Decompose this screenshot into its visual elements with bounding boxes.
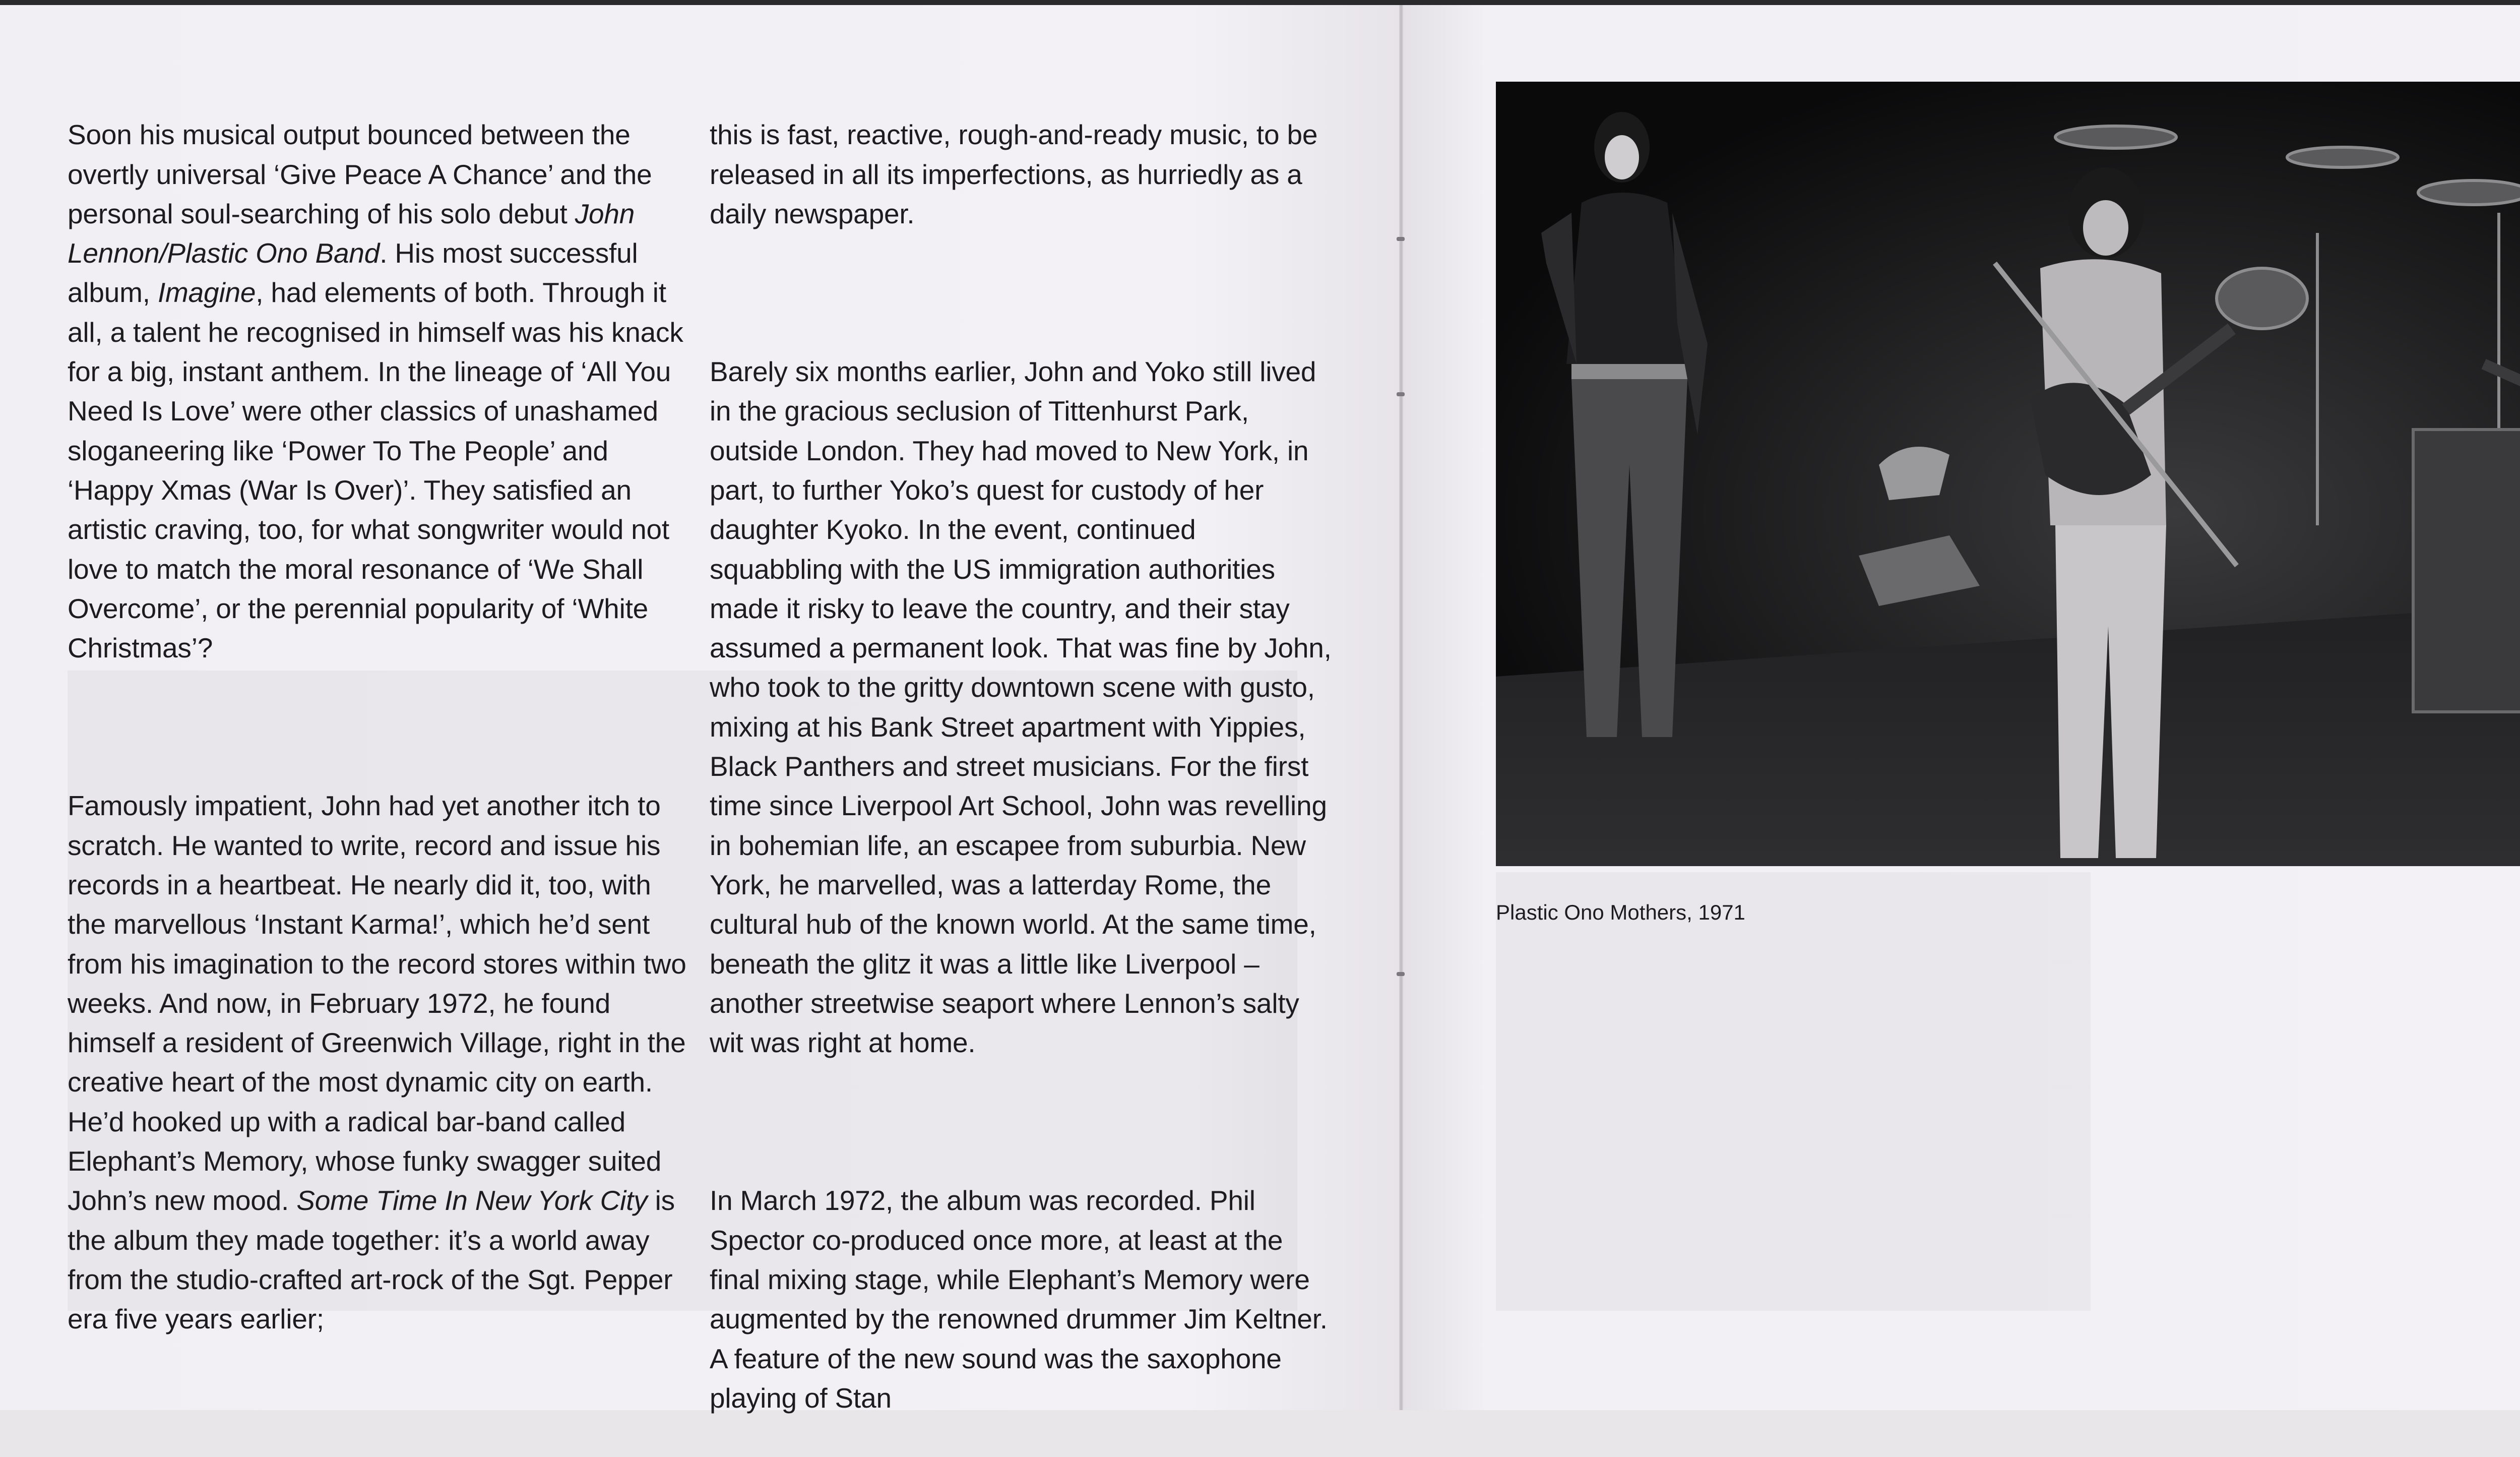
paragraph — [68, 786, 692, 1339]
text-run: Famously impatient, John had yet another itch to scratch. He wanted to write, record and issue his records in a heartbeat. He nearly did it, too, with the marvellous ‘Instant Karma!’, which he’d sent from his imagination to the record stores within two weeks. And now, in February 1972, he found himself a resident of Greenwich Village, right in the creative heart of the most dynamic city on earth. He’d hooked up with a radical bar-band called Elephant’s Memory, whose funky swagger suited John’s new mood. — [68, 790, 686, 1217]
paragraph: this is fast, reactive, rough-and-ready music, to be released in all its imperfections, as hurriedly as a daily newspaper. — [710, 119, 1318, 229]
scanner-top-edge — [0, 0, 2520, 5]
text-run: . His most successful album, — [68, 237, 638, 309]
paragraph: Barely six months earlier, John and Yoko still lived in the gracious seclusion of Tittenhurst Park, outside London. They had moved to New York, in part, to further Yoko’s quest for custody of her daughter Kyoko. In the event, continued squabbling with the US immigration authorities made it risky to leave the country, and their stay assumed a permanent look. That was fine by John, who took to the gritty downtown scene with gusto, mixing at his Bank Street apartment with Yippies, Black Panthers and street musicians. For the first time since Liverpool Art School, John was revelling in bohemian life, an escapee from suburbia. New York, he marvelled, was a latterday Rome, the cultural hub of the known world. At the same time, beneath the glitz it was a little like Liverpool – another streetwise seaport where Lennon’s salty wit was right at home. — [710, 356, 1332, 1059]
staple-icon — [1397, 237, 1405, 241]
italic-title: Imagine — [157, 277, 256, 309]
staple-icon — [1397, 392, 1405, 396]
concert-photo-illustration — [1496, 82, 2520, 866]
photo-caption: Plastic Ono Mothers, 1971 — [1496, 900, 1745, 924]
staple-icon — [1397, 972, 1405, 976]
paragraph: In March 1972, the album was recorded. Phil Spector co-produced once more, at least at the final mixing stage, while Elephant’s Memory were augmented by the renowned drummer Jim Keltner. A feature of the new sound was the saxophone playing of Stan — [710, 1185, 1328, 1414]
text-run: is the album they made together: it’s a world away from the studio-crafted art-rock of the Sgt. Pepper era five years earlier; — [68, 1185, 675, 1335]
italic-title: Some Time In New York City — [296, 1185, 648, 1217]
concert-photo — [1496, 82, 2520, 866]
text-run: Soon his musical output bounced between the overtly universal ‘Give Peace A Chance’ and the personal soul-searching of his solo debut — [68, 119, 652, 229]
paragraph — [68, 115, 692, 667]
booklet-spine — [1399, 5, 1403, 1410]
show-through-shadow — [1496, 872, 2091, 1311]
text-column-1 — [68, 76, 692, 1378]
italic-title: John Lennon/Plastic Ono Band — [68, 198, 635, 269]
text-run: , had elements of both. Through it all, a talent he recognised in himself was his knack for a big, instant anthem. In the lineage of ‘All You Need Is Love’ were other classics of unashamed sloganeering like ‘Power To The People’ and ‘Happy Xmas (War Is Over)’. They satisfied an artistic craving, too, for what songwriter would not love to match the moral resonance of ‘We Shall Overcome’, or the perennial popularity of ‘White Christmas’? — [68, 277, 683, 664]
text-column-2 — [710, 76, 1335, 1457]
